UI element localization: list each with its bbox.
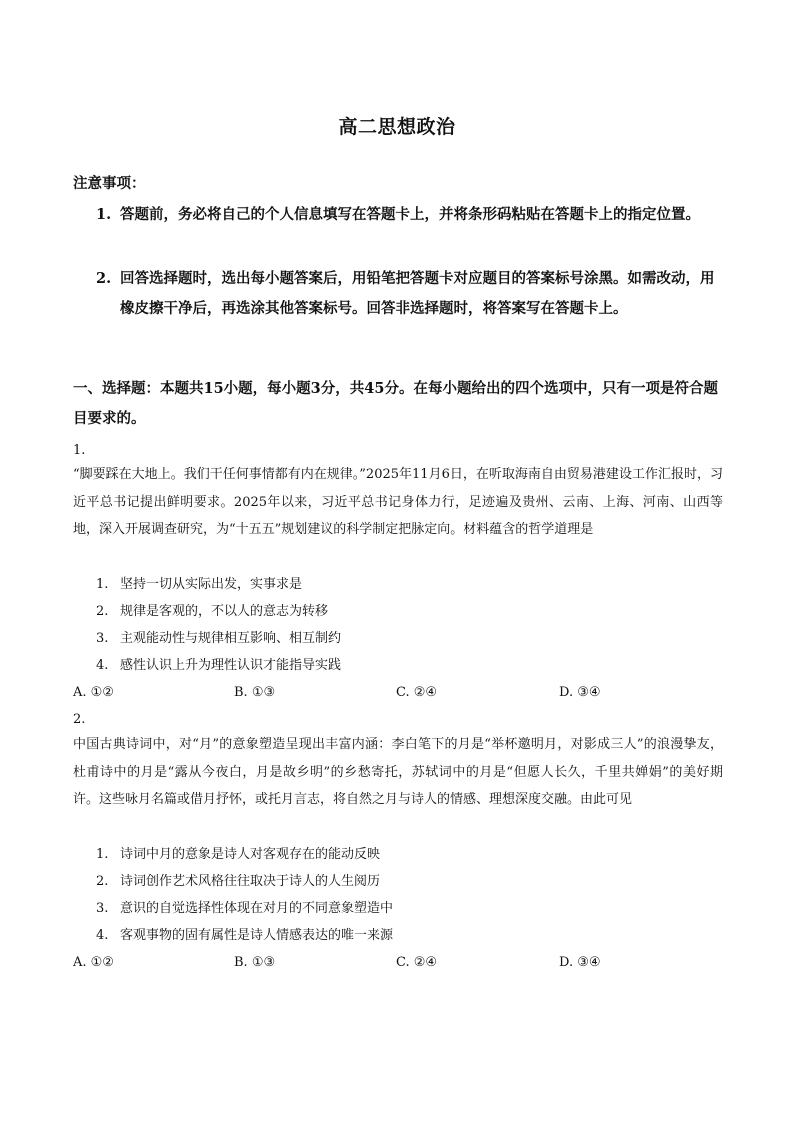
option-item [96, 598, 341, 625]
question-stem: “脚要踩在大地上。我们干任何事情都有内在规律。”2025年11月6日，在听取海南自由贸易港建设工作汇报时，习近平总书记提出鲜明要求。2025年以来，习近平总书记身体力行，足迹遍及贵州、云南、上海、河南、山西等地，深入开展调查研究，为“十五五”规划建议的科学制定把脉定向。材料蕴含的哲学道理是 [73, 467, 723, 537]
option-text: 规律是客观的，不以人的意志为转移 [120, 604, 329, 619]
question-stem: 中国古典诗词中，对“月”的意象塑造呈现出丰富内涵：李白笔下的月是“举杯邀明月，对影成三人”的浪漫挚友，杜甫诗中的月是“露从今夜白，月是故乡明”的乡愁寄托，苏轼词中的月是“但愿人长久，千里共婵娟”的美好期许。这些咏月名篇或借月抒怀，或托月言志，将自然之月与诗人的情感、理想深度交融。由此可见 [73, 737, 723, 807]
notice-item-number: 1. [96, 206, 112, 223]
option-number: 3. [96, 901, 109, 916]
option-item [96, 625, 341, 652]
answer-choice-a: A. ①② [73, 685, 114, 700]
option-item [96, 652, 341, 679]
option-number: 1. [96, 577, 109, 592]
option-item [96, 922, 393, 949]
answer-choices [73, 685, 723, 705]
answer-choice-c: C. ②④ [396, 685, 438, 700]
answer-choice-b: B. ①③ [234, 685, 276, 700]
answer-choice-b: B. ①③ [234, 955, 276, 970]
question-number: 2. [73, 712, 86, 727]
option-number: 2. [96, 874, 109, 889]
question-number: 1. [73, 443, 86, 458]
question-options [96, 841, 393, 949]
answer-choice-d: D. ③④ [559, 685, 601, 700]
notice-heading: 注意事项： [73, 175, 146, 192]
option-text: 诗词中月的意象是诗人对客观存在的能动反映 [120, 847, 381, 862]
answer-choice-c: C. ②④ [396, 955, 438, 970]
question-options [96, 571, 341, 679]
option-text: 客观事物的固有属性是诗人情感表达的唯一来源 [120, 928, 394, 943]
answer-choice-a: A. ①② [73, 955, 114, 970]
answer-choice-d: D. ③④ [559, 955, 601, 970]
notice-item-text: 答题前，务必将自己的个人信息填写在答题卡上，并将条形码粘贴在答题卡上的指定位置。 [120, 206, 700, 223]
option-number: 1. [96, 847, 109, 862]
option-number: 2. [96, 604, 109, 619]
answer-choices [73, 955, 723, 975]
option-item [96, 841, 393, 868]
notice-item-number: 2. [96, 270, 112, 287]
option-text: 感性认识上升为理性认识才能指导实践 [120, 658, 342, 673]
section-heading: 一、选择题：本题共15小题，每小题3分，共45分。在每小题给出的四个选项中，只有一项是符合题目要求的。 [73, 380, 718, 427]
option-number: 4. [96, 658, 109, 673]
option-text: 意识的自觉选择性体现在对月的不同意象塑造中 [120, 901, 394, 916]
option-text: 坚持一切从实际出发，实事求是 [120, 577, 303, 592]
option-number: 4. [96, 928, 109, 943]
notice-item-text: 回答选择题时，选出每小题答案后，用铅笔把答题卡对应题目的答案标号涂黑。如需改动，用橡皮擦干净后，再选涂其他答案标号。回答非选择题时，将答案写在答题卡上。 [120, 270, 715, 317]
notice-item [96, 264, 720, 324]
option-text: 主观能动性与规律相互影响、相互制约 [120, 631, 342, 646]
page-title: 高二思想政治 [338, 116, 456, 138]
option-number: 3. [96, 631, 109, 646]
option-text: 诗词创作艺术风格往往取决于诗人的人生阅历 [120, 874, 381, 889]
option-item [96, 868, 393, 895]
option-item [96, 895, 393, 922]
notice-item [96, 200, 720, 230]
option-item [96, 571, 341, 598]
